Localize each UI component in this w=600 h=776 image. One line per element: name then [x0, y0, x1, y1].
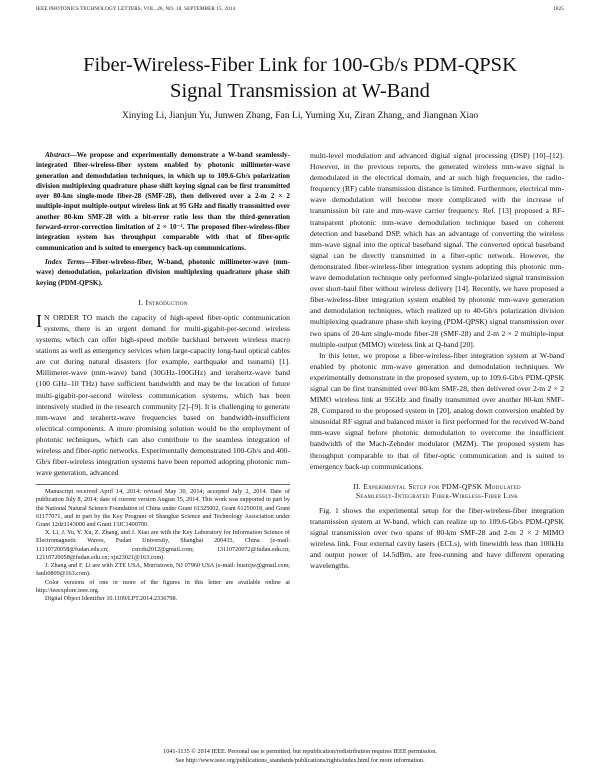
- title-line-1: Fiber-Wireless-Fiber Link for 100-Gb/s PDM-QPSK: [83, 54, 517, 76]
- abstract-text: We propose and experimentally demonstrate a W-band seamlessly-integrated fiber-wireless-fiber system enabled by photonic millimeter-wave generation and demodulation techniques, in which up to 109.6-Gb/s polarization division multiplexing quadrature phase shift keying signal can be first transmitted over 80-km single-mode fiber-28 (SMF-28), then delivered over a 2-m 2 × 2 multiple-input multiple-output wireless link at 95 GHz and finally transmitted over another 80-km SMF-28 with a bit-error ratio less than the third-generation forward-error-correction limitation of 2 × 10⁻². The proposed fiber-wireless-fiber integration system has throughput comparable with that of fiber-optic communication and is suited to emergency back-up communications.: [36, 151, 290, 252]
- footnote-affiliation-1: X. Li, J. Yu, Y. Xu, Z. Zhang, and J. Xiao are with the Key Laboratory for Information Science of Electromagnetic Waves, Fudan University, Shanghai 200433, China (e-mail: 11110720058@fudan.edu.cn; csrcdu2012@gmail.com; 13110720072@fudan.edu.cn; 12110720058@fudan.edu.cn; xjn23021@163.com).: [36, 529, 290, 561]
- right-paragraph-3: Fig. 1 shows the experimental setup for the fiber-wireless-fiber integration transmission system at W-band, which can realize up to 109.6-Gb/s PDM-QPSK signal transmission over two spans of 80-km SMF-28 and 2-m 2 × 2 MIMO wireless link. Four external cavity lasers (ECLs), with linewidth less than 100kHz and output power of 14.5dBm, are free-running and have different operating wavelengths.: [310, 505, 564, 571]
- right-paragraph-1: multi-level modulation and advanced digital signal processing (DSP) [10]–[12]. However, in the previous reports, the generated wireless mm-wave signal is demodulated in the electrical domain, and at such high frequencies, the radio-frequency (RF) cable transmission distance is limited. Furthermore, electrical mm-wave demodulation will become more complicated with the increase of transmission bit rate and mm-wave carrier frequency. Ref. [13] proposed a RF-transparent photonic mm-wave demodulation technique based on coherent detection and baseband DSP, which has an advantage of converting the wireless mm-wave signal into the optical baseband signal. The converted optical baseband signal can be directly transmitted in a fiber-optic network. However, the demonstrated fiber-wireless-fiber integration system adopting this photonic mm-wave demodulation technique only performed single-polarized signal transmission over short-haul fiber without wireless delivery [14]. Recently, we have proposed a fiber-wireless-fiber integration system enabled by photonic mm-wave generation and demodulation techniques, which realized up to 40-Gb/s polarization division multiplexing quadrature phase shift keying (PDM-QPSK) signal transmission over two spans of 20-km single-mode fiber-28 (SMF-28) and 2-m 2 × 2 multiple-input multiple-output (MIMO) wireless link at Q-band [20].: [310, 151, 564, 349]
- footer-line-2: See http://www.ieee.org/publications_standards/publications/rights/index.html for more information.: [175, 756, 425, 764]
- section2-heading-line-2: Seamlessly-Integrated Fiber-Wireless-Fiber Link: [355, 490, 519, 500]
- section-heading-introduction: I. Introduction: [138, 297, 188, 307]
- abstract-label: Abstract—: [45, 151, 77, 159]
- copyright-footer: [36, 748, 564, 765]
- abstract: [36, 150, 290, 253]
- footer-line-1: 1041-1135 © 2014 IEEE. Personal use is permitted, but republication/redistribution requires IEEE permission.: [163, 748, 437, 755]
- drop-cap: I: [36, 310, 42, 331]
- index-terms-text: Fiber-wireless-fiber, W-band, photonic millimeter-wave (mm-wave) demodulation, polarization division multiplexing quadrature phase shift keying (PDM-QPSK).: [36, 257, 290, 287]
- footnotes: [36, 484, 290, 603]
- paper-title: [36, 52, 564, 104]
- footnote-doi: Digital Object Identifier 10.1109/LPT.2014.2336798.: [45, 594, 178, 602]
- footnote-color: Color versions of one or more of the figures in this letter are available online at http://ieeexplore.ieee.org.: [36, 578, 290, 594]
- footnote-affiliation-2: J. Zhang and F. Li are with ZTE USA, Morristown, NJ 07960 USA (e-mail: hustzjw@gmail.com; fanli0809@163.com).: [36, 562, 290, 578]
- right-paragraph-2: In this letter, we propose a fiber-wireless-fiber integration system at W-band enabled by photonic mm-wave generation and demodulation techniques. We experimentally demonstrate in the proposed system, up to 109.6-Gb/s PDM-QPSK signal can be first transmitted over 80-km SMF-28, then delivered over 2-m 2 × 2 MIMO wireless link at 95GHz and finally transmitted over another 80-km SMF-28. Compared to the proposed system in [20], analog down conversion enabled by sinusoidal RF signal and balanced mixer is first performed for the received W-band mm-wave signal before photonic demodulation to overcome the insufficient bandwidth of the Mach-Zehnder modulator (MZM). The proposed system has throughput comparable to that of fiber-optic communication and is suited to emergency back-up communications.: [310, 350, 564, 471]
- right-column: [310, 150, 564, 571]
- section-heading-experimental-setup: [310, 482, 564, 500]
- footnote-manuscript: Manuscript received April 14, 2014; revised May 30, 2014; accepted July 2, 2014. Date of publication July 8, 2014; date of current version August 15, 2014. This work was supported in part by the National Natural Science Foundation of China under Grant 61325002, Grant 61250018, and Grant 61177071, and in part by the Key Program of Shanghai Science and Technology Association under Grant 12dz1143000 and Grant 13JC1400700.: [36, 488, 290, 529]
- intro-lead: N ORDER TO: [44, 312, 93, 322]
- index-terms-label: Index Terms—: [45, 257, 92, 266]
- page-number: 1825: [553, 6, 564, 12]
- title-line-2: Signal Transmission at W-Band: [170, 80, 430, 102]
- intro-paragraph: [36, 312, 290, 478]
- author-list: Xinying Li, Jianjun Yu, Junwen Zhang, Fan Li, Yuming Xu, Ziran Zhang, and Jiangnan Xiao: [121, 110, 479, 121]
- index-terms: [36, 257, 290, 288]
- intro-text: match the capacity of high-speed fiber-optic communication systems, there is an urgent demand for multi-gigabit-per-second wireless systems, which can offer high-speed mobile backhaul between wireless macro stations as well as emergency services when large-capacity long-haul optical cables are cut during natural disasters (for example, earthquake and tsunami) [1]. Millimeter-wave (mm-wave) band (30GHz-100GHz) and terahertz-wave band (100 GHz–10 THz) have sufficient bandwidth and may be the location of future multi-gigabit-per-second wireless communication systems, which has been intensively studied in the research community [2]–[9]. It is challenging to generate mm-wave and terahertz-wave frequencies based on bandwidth-insufficient electrical components. A more promising solution would be the employment of photonic techniques, which can also contribute to the seamless integration of wireless and fiber-optic networks. Experimentally demonstrated 100-Gb/s and 400-Gb/s fiber-wireless integration systems have been reported adopting photonic mm-wave generation, advanced: [36, 312, 290, 478]
- left-column: [36, 150, 290, 603]
- journal-header: IEEE PHOTONICS TECHNOLOGY LETTERS, VOL. 26, NO. 18, SEPTEMBER 15, 2014: [36, 6, 236, 12]
- section2-heading-line-1: II. Experimental Setup for PDM-QPSK Modulated: [353, 481, 521, 491]
